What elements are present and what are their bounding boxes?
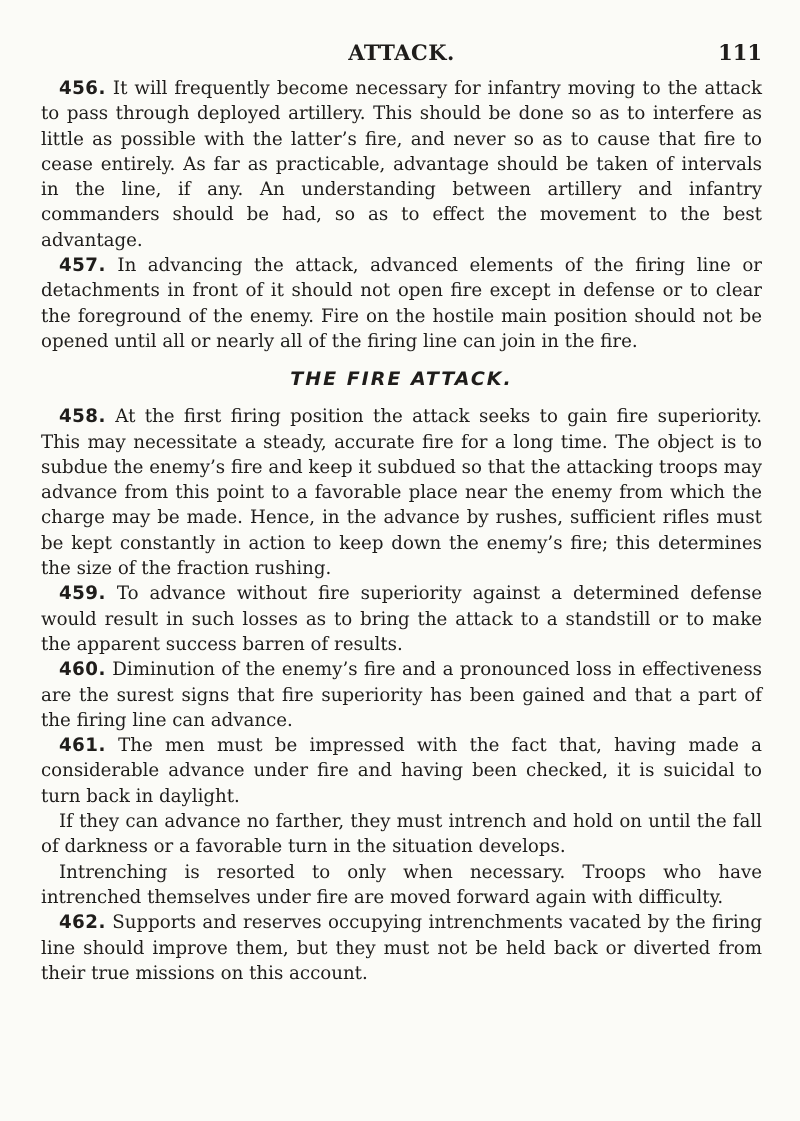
paragraph-text: Intrenching is resorted to only when necessary. Troops who have intrenched themselves under fire are moved forward again with difficulty. bbox=[41, 861, 762, 908]
paragraph-461-continued-1 bbox=[41, 809, 762, 860]
running-head bbox=[41, 40, 762, 70]
paragraph-number: 459. bbox=[59, 583, 106, 605]
paragraph-461 bbox=[41, 733, 762, 809]
paragraph-text: At the first firing position the attack seeks to gain fire superiority. This may necessitate a steady, accurate fire for a long time. The object is to subdue the enemy’s fire and keep it subdued so that the attacking troops may advance from this point to a favorable place near the enemy from which the charge may be made. Hence, in the advance by rushes, sufficient rifles must be kept constantly in action to keep down the enemy’s fire; this determines the size of the fraction rushing. bbox=[41, 406, 762, 580]
page-number: 111 bbox=[718, 40, 762, 65]
paragraph-number: 461. bbox=[59, 735, 106, 757]
page-body bbox=[41, 76, 762, 986]
paragraph-457 bbox=[41, 253, 762, 354]
paragraph-number: 460. bbox=[59, 659, 106, 681]
paragraph-text: It will frequently become necessary for infantry moving to the attack to pass through deployed artillery. This should be done so as to interfere as little as possible with the latter’s fire, and never so as to cause that fire to cease entirely. As far as practicable, advantage should be taken of intervals in the line, if any. An understanding between artillery and infantry commanders should be had, so as to effect the movement to the best advantage. bbox=[41, 78, 762, 251]
running-title: ATTACK. bbox=[348, 40, 455, 65]
paragraph-text: To advance without fire superiority against a determined defense would result in such losses as to bring the attack to a standstill or to make the apparent success barren of results. bbox=[41, 583, 762, 655]
paragraph-text: If they can advance no farther, they must intrench and hold on until the fall of darkness or a favorable turn in the situation develops. bbox=[41, 811, 762, 858]
paragraph-text: The men must be impressed with the fact that, having made a considerable advance under fire and having been checked, it is suicidal to turn back in daylight. bbox=[41, 735, 762, 807]
paragraph-number: 462. bbox=[59, 912, 106, 934]
paragraph-460 bbox=[41, 657, 762, 733]
paragraph-number: 456. bbox=[59, 78, 106, 99]
paragraph-text: In advancing the attack, advanced elements of the firing line or detachments in front of it should not open fire except in defense or to clear the foreground of the enemy. Fire on the hostile main position should not be opened until all or nearly all of the firing line can join in the fire. bbox=[41, 255, 762, 352]
paragraph-text: Diminution of the enemy’s fire and a pronounced loss in effectiveness are the surest signs that fire superiority has been gained and that a part of the firing line can advance. bbox=[41, 659, 762, 731]
paragraph-number: 458. bbox=[59, 406, 106, 428]
paragraph-462 bbox=[41, 910, 762, 986]
paragraph-456 bbox=[41, 76, 762, 253]
paragraph-458 bbox=[41, 404, 762, 581]
paragraph-text: Supports and reserves occupying intrenchments vacated by the firing line should improve them, but they must not be held back or diverted from their true missions on this account. bbox=[41, 912, 762, 984]
paragraph-459 bbox=[41, 581, 762, 657]
paragraph-461-continued-2 bbox=[41, 860, 762, 911]
paragraph-number: 457. bbox=[59, 255, 106, 277]
section-heading: THE FIRE ATTACK. bbox=[290, 368, 513, 391]
